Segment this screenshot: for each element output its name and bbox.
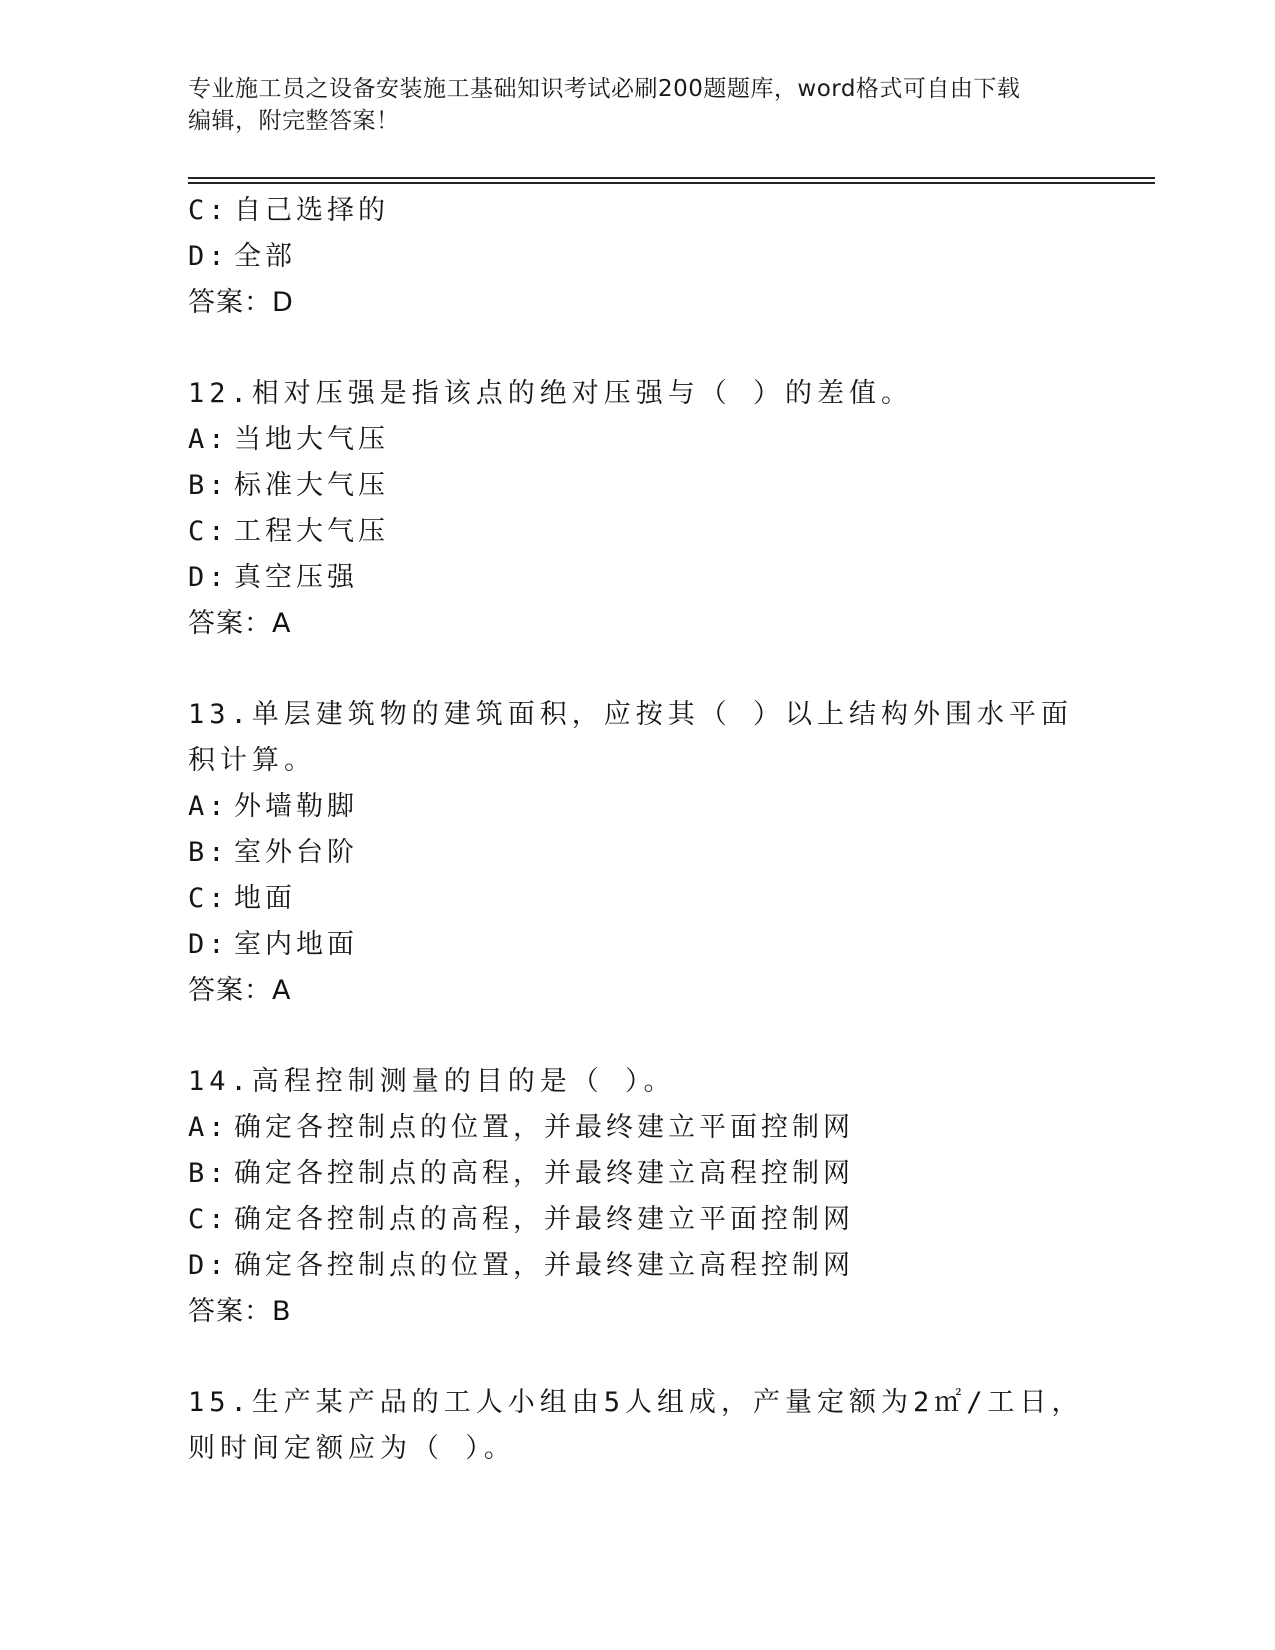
- option-a: [188, 417, 1148, 463]
- option-label: D:: [188, 1250, 229, 1281]
- header-line-2: 编辑，附完整答案！: [188, 108, 400, 134]
- option-label: B:: [188, 1158, 229, 1189]
- answer-line: 答案：D: [188, 287, 294, 318]
- option-a: [188, 1105, 1148, 1151]
- option-text: 全部: [234, 241, 296, 272]
- option-label: A:: [188, 424, 229, 455]
- option-d: [188, 555, 1148, 601]
- option-text: 当地大气压: [234, 424, 389, 455]
- header-rule-top: [188, 177, 1155, 179]
- option-text: 室内地面: [234, 929, 358, 960]
- option-d: [188, 234, 1148, 280]
- question-text: 14.高程控制测量的目的是（ ）。: [188, 1066, 676, 1097]
- header-rule-bottom: [188, 182, 1155, 184]
- header-line-1: 专业施工员之设备安装施工基础知识考试必刷200题题库，word格式可自由下载: [188, 76, 1021, 102]
- question-block-12: [188, 371, 1148, 647]
- option-b: [188, 830, 1148, 876]
- question-block-13: [188, 692, 1148, 1014]
- option-d: [188, 922, 1148, 968]
- question-text: 13.单层建筑物的建筑面积，应按其（ ）以上结构外围水平面积计算。: [188, 699, 1074, 776]
- option-label: D:: [188, 929, 229, 960]
- option-text: 工程大气压: [234, 516, 389, 547]
- answer-line: 答案：A: [188, 608, 292, 639]
- option-text: 室外台阶: [234, 837, 358, 868]
- option-label: D:: [188, 562, 229, 593]
- option-label: B:: [188, 837, 229, 868]
- answer-line: 答案：A: [188, 975, 292, 1006]
- option-b: [188, 463, 1148, 509]
- answer-line: 答案：B: [188, 1296, 292, 1327]
- spacer: [188, 647, 1148, 692]
- option-text: 确定各控制点的高程，并最终建立平面控制网: [234, 1204, 854, 1235]
- option-text: 确定各控制点的位置，并最终建立平面控制网: [234, 1112, 854, 1143]
- spacer: [188, 326, 1148, 371]
- question-text: 15.生产某产品的工人小组由5人组成，产量定额为2㎡/工日，则时间定额应为（ ）。: [188, 1387, 1084, 1464]
- option-b: [188, 1151, 1148, 1197]
- option-c: [188, 1197, 1148, 1243]
- spacer: [188, 1335, 1148, 1380]
- option-c: [188, 509, 1148, 555]
- question-text: 12.相对压强是指该点的绝对压强与（ ）的差值。: [188, 378, 914, 409]
- option-label: C:: [188, 516, 229, 547]
- option-text: 确定各控制点的位置，并最终建立高程控制网: [234, 1250, 854, 1281]
- option-c: [188, 188, 1148, 234]
- option-text: 外墙勒脚: [234, 791, 358, 822]
- option-text: 真空压强: [234, 562, 358, 593]
- option-label: A:: [188, 791, 229, 822]
- option-text: 自己选择的: [234, 195, 389, 226]
- option-label: C:: [188, 883, 229, 914]
- option-label: B:: [188, 470, 229, 501]
- question-block-14: [188, 1059, 1148, 1335]
- option-c: [188, 876, 1148, 922]
- spacer: [188, 1014, 1148, 1059]
- option-label: D:: [188, 241, 229, 272]
- question-block-15: [188, 1380, 1148, 1472]
- option-label: C:: [188, 1204, 229, 1235]
- option-label: C:: [188, 195, 229, 226]
- page-header: [188, 73, 1088, 137]
- question-block-continued: [188, 188, 1148, 326]
- question-list: [188, 188, 1148, 1472]
- option-a: [188, 784, 1148, 830]
- option-text: 标准大气压: [234, 470, 389, 501]
- option-text: 确定各控制点的高程，并最终建立高程控制网: [234, 1158, 854, 1189]
- option-text: 地面: [234, 883, 296, 914]
- option-label: A:: [188, 1112, 229, 1143]
- option-d: [188, 1243, 1148, 1289]
